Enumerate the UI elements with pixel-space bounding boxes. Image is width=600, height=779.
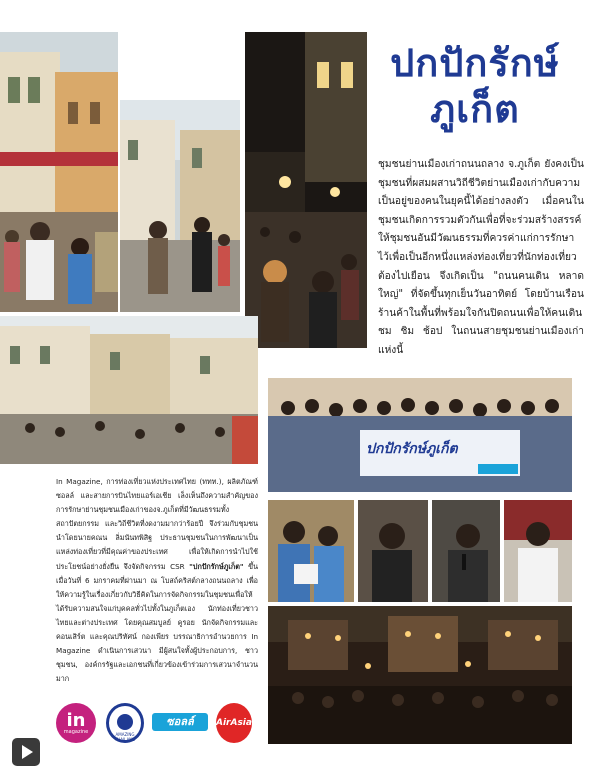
- photo-street-walkers: [120, 100, 240, 312]
- play-button[interactable]: [12, 738, 40, 766]
- in-magazine-logo: [56, 703, 96, 743]
- dollar-logo: ซอลล์: [152, 713, 208, 731]
- lead-paragraph: ชุมชนย่านเมืองเก่าถนนถลาง จ.ภูเก็ต ยังคงเป็นชุมชนที่ผสมผสานวิถีชีวิตย่านเมืองเก่ากับความเป็นอยู่ของคนในยุคนี้ได้อย่างลงตัว เมื่อคนในชุมชนเกิดการรวมตัวกันเพื่อที่จะร่วมสร้างสรรค์ให้ชุมชนอันมีวัฒนธรรมที่ควรค่าแก่การรักษาไว้เพื่อเป็นอีกหนึ่งแหล่งท่องเที่ยวที่นักท่องเที่ยวต้องไปเยือน จึงเกิดเป็น "ถนนคนเดิน หลาดใหญ่" ที่จัดขึ้นทุกเย็นวันอาทิตย์ โดยบ้านเรือน ร้านค้าในพื้นที่พร้อมใจกันปิดถนนเพื่อให้คนเดิน ชม ชิม ช้อป ในถนนสายชุมชนย่านเมืองเก่าแห่งนี้: [378, 159, 584, 356]
- in-magazine-logo-sub: magazine: [63, 729, 89, 735]
- photo-shophouse-market: [0, 32, 118, 312]
- in-magazine-logo-text: in: [66, 710, 86, 731]
- title-line-1: ปกปักรักษ์: [390, 41, 560, 85]
- photo-speaker-4: [504, 500, 572, 602]
- play-icon: [22, 745, 33, 759]
- body-paragraph: [56, 475, 258, 686]
- photo-night-crowd: [245, 32, 367, 348]
- page-title: [360, 40, 590, 132]
- photo-speaker-2: [358, 500, 428, 602]
- photo-group-banner: [268, 378, 572, 492]
- tat-logo-sub: AMAZING THAILAND: [114, 732, 136, 742]
- tat-logo: [106, 703, 144, 743]
- body-part-2: ขึ้น เมื่อวันที่ 6 มกราคมที่ผ่านมา ณ โบสถ์คริสต์กลางถนนถลาง เพื่อให้ความรู้ในเรื่องเกี่ยวกับวิธีคิดในการจัดกิจกรรมในชุมชนเพื่อให้ได้รับความสนใจแก่บุคคลทั่วไปทั้งในภูเก็ตเอง นักท่องเที่ยวชาวไทยและต่างประเทศ โดยคุณสมบูลย์ คูรอย นักจัดกิจกรรมและคอนเสิร์ต และคุณปริทัศน์ กองเพียร บรรณาธิการอำนวยการ In Magazine ดำเนินการเสวนา มีผู้สนใจทั้งผู้ประกอบการ, ชาวชุมชน, องค์กรรัฐและเอกชนที่เกี่ยวข้องเข้าร่วมการเสวนาจำนวนมาก: [56, 561, 258, 684]
- airasia-logo: AirAsia: [216, 703, 252, 743]
- photo-night-market: [268, 606, 572, 744]
- photo-speaker-3: [432, 500, 500, 602]
- photo-street-crowd: [0, 316, 258, 464]
- sponsor-logos: [56, 703, 254, 747]
- body-quote: "ปกปักรักษ์ภูเก็ต": [189, 561, 244, 571]
- body-part-1: In Magazine, การท่องเที่ยวแห่งประเทศไทย (ททท.), ผลิตภัณฑ์ซอลล์ และสายการบินไทยแอร์เอเชีย เล็งเห็นถึงความสำคัญของการรักษาย่านชุมชนเมืองเก่าของจ.ภูเก็ตที่มีวัฒนธรรมทั้งสถาปัตยกรรม และวิถีชีวิตที่งดงามมากว่าร้อยปี จึงร่วมกับชุมชน นำโดยนายคณน ลิ่มนันทพิสิฐ ประธานชุมชนในการพัฒนาเป็นแหล่งท่องเที่ยวที่มีคุณค่าของประเทศ เพื่อให้เกิดการนำไปใช้ประโยชน์อย่างยั่งยืน จึงจัดกิจกรรม CSR: [56, 477, 258, 571]
- photo-speaker-1: [268, 500, 354, 602]
- tat-emblem-icon: [117, 714, 133, 730]
- title-line-2: ภูเก็ต: [430, 87, 520, 131]
- banner-text: ปกปักรักษ์ภูเก็ต: [366, 441, 458, 457]
